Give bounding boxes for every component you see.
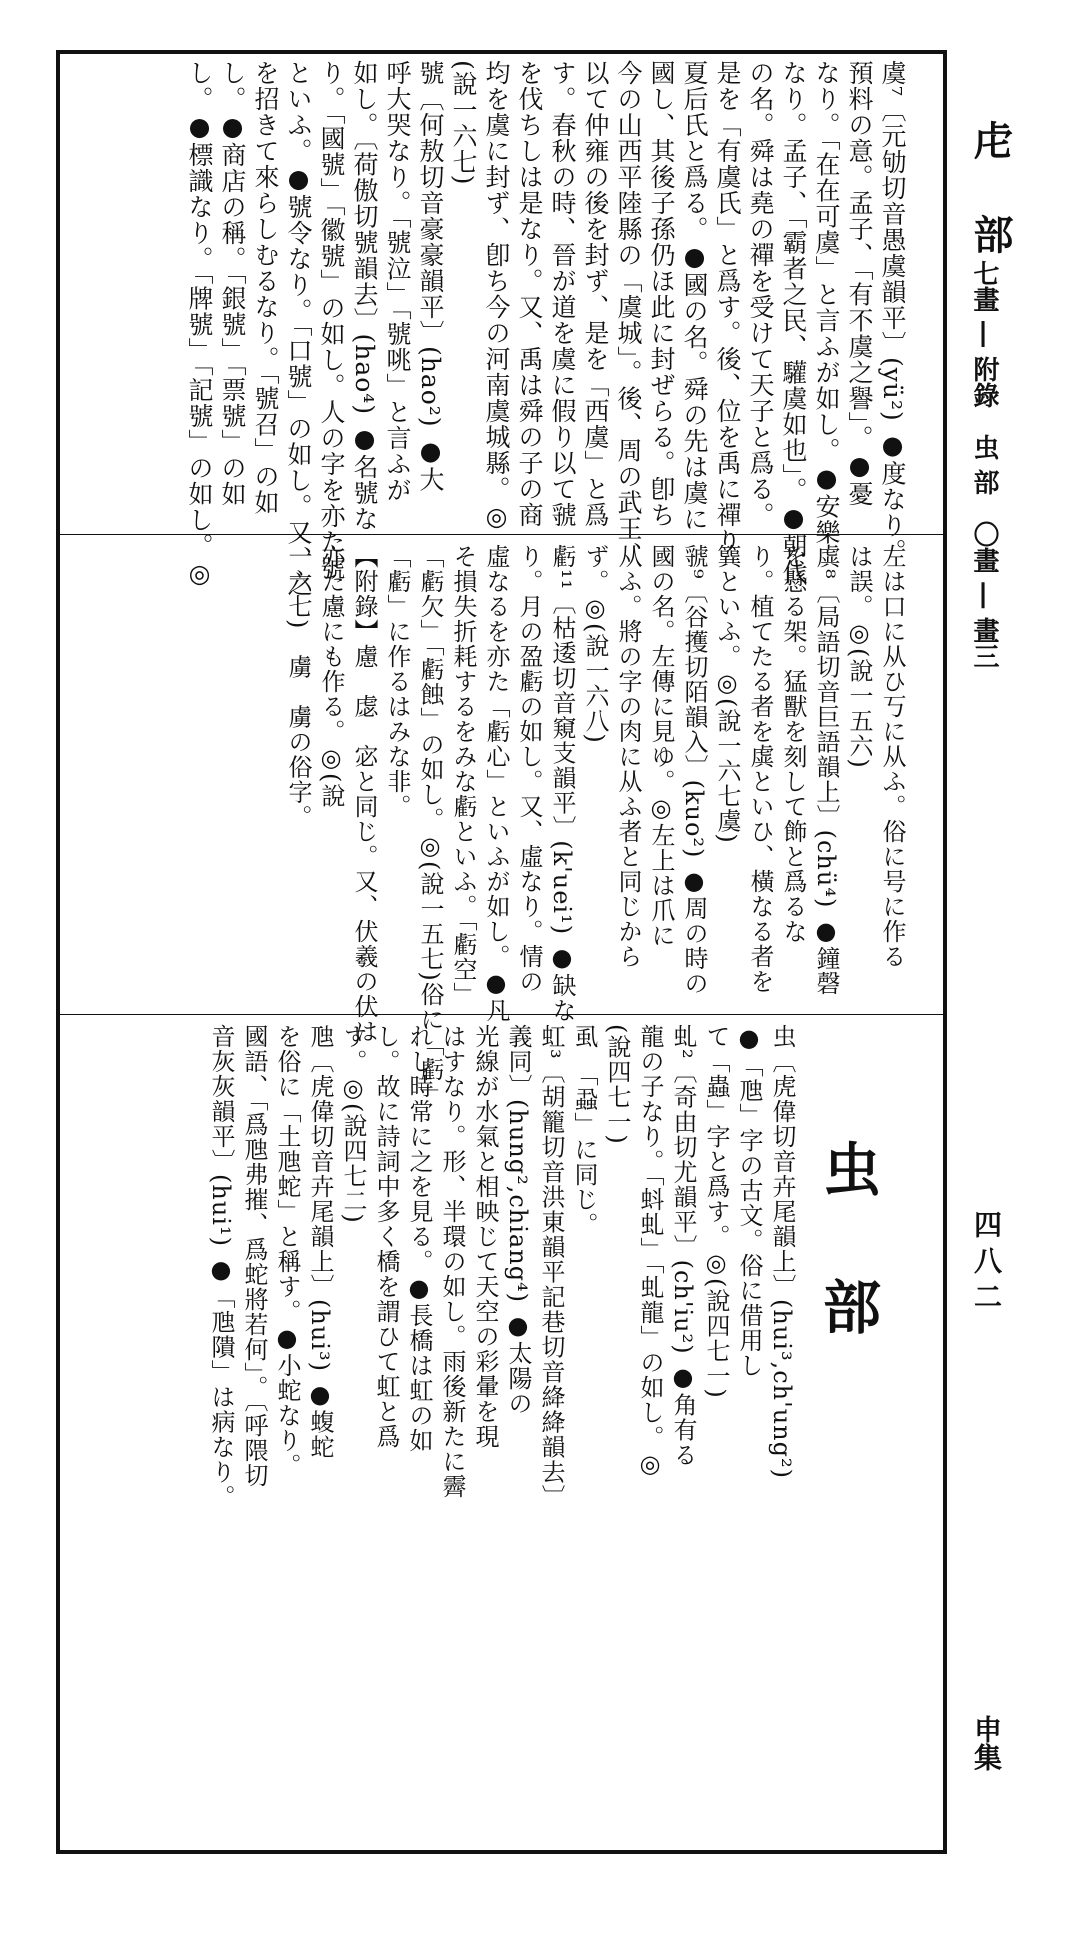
text-column: の名。舜は堯の禪を受けて天子と爲る。 <box>746 60 775 528</box>
text-column: といふ。●號令なり。「口號」の如し。又、之 <box>284 60 313 598</box>
text-column: 呼大哭なり。「號泣」「號咷」と言ふが <box>383 60 412 503</box>
text-column: 从ふ。將の字の肉に从ふ者と同じから <box>614 544 642 969</box>
radical-header: 虍 部 <box>967 120 1014 274</box>
text-column: 虹³〔胡籠切音洪東韻平記巷切音絳絳韻去〕 <box>537 1024 565 1510</box>
text-column: し。●標識なり。「牌號」「記號」の如し。◎ <box>185 60 214 589</box>
text-column: す。◎(說四七二) <box>339 1024 367 1224</box>
text-column: し。●商店の稱。「銀號」「票號」の如 <box>218 60 247 507</box>
text-column: は誤。◎(說一五六) <box>845 544 873 769</box>
text-column: そ損失折耗するをみな虧といふ。「虧空」 <box>449 544 477 1007</box>
text-column: 虧¹¹〔枯逶切音窺支韻平〕(k'uei¹) ●缺な <box>548 544 576 1023</box>
text-column: 今の山西平陸縣の「虞城」。後、周の武王、 <box>614 60 643 568</box>
text-column: 音灰灰韻平〕(hui¹) ●「虺隤」は病なり。 <box>207 1024 235 1510</box>
text-column: 國の名。左傳に見ゆ。◎左上は爪に <box>647 544 675 948</box>
text-block <box>60 54 943 1850</box>
text-column: 號〔何敖切音豪豪韻平〕(hao²) ●大 <box>416 60 445 493</box>
text-column: 「虧欠」「虧蝕」の如し。◎(說一五七)俗に「虧」 <box>416 544 444 1107</box>
text-column: 虬²〔奇由切尤韻平〕(ch'iu²) ●角有る <box>669 1024 697 1468</box>
text-column: 左は口に从ひ丂に从ふ。俗に号に作る <box>878 544 906 969</box>
text-column: す。春秋の時、晉が道を虞に假り以て虢 <box>548 60 577 528</box>
text-column: 虺〔虎偉切音卉尾韻上〕(hui³) ●蝮蛇 <box>306 1024 334 1460</box>
text-column: 夏后氏と爲る。●國の名。舜の先は虞に <box>680 60 709 532</box>
text-column: ず。◎(說一六八) <box>581 544 609 744</box>
text-column: はすなり。形、半環の如し。雨後新たに霽 <box>438 1024 466 1499</box>
text-column: 虡⁸〔局語切音巨語韻上〕(chü⁴) ●鐘磬 <box>812 544 840 996</box>
text-column: 「虧」に作るはみな非。 <box>383 544 411 819</box>
text-column: 虞⁷〔元劬切音愚虞韻平〕(yü²) ●度なり。 <box>878 60 907 565</box>
text-column: (說一六七) <box>449 60 478 186</box>
text-column: (說四七一) <box>603 1024 631 1145</box>
text-column: 光線が水氣と相映じて天空の彩暈を現 <box>471 1024 499 1449</box>
text-column: 如し。〔荷傲切號韻去〕(hao⁴) ●名號な <box>350 60 379 533</box>
text-column: を招きて來らしむるなり。「號召」の如 <box>251 60 280 516</box>
text-column: 是を「有虞氏」と爲す。後、位を禹に禪り <box>713 60 742 554</box>
text-column: 國語、「爲虺弗摧、爲蛇將若何」。〔呼隈切 <box>240 1024 268 1488</box>
text-column: 亦た慮にも作る。◎(說 <box>317 544 345 809</box>
text-column: 均を虞に封ず、卽ち今の河南虞城縣。◎ <box>482 60 511 532</box>
text-column: 虢⁹〔谷擭切陌韻入〕(kuo²) ●周の時の <box>680 544 708 997</box>
text-column: を俗に「土虺蛇」と稱す。●小蛇なり。 <box>273 1024 301 1478</box>
text-column: り。植てたる者を虡といひ、橫なる者を <box>746 544 774 994</box>
volume-label: 申集 <box>970 1715 1003 1771</box>
text-column: 【附錄】慮 虙 宓と同じ。又、伏羲の伏は <box>350 544 378 1044</box>
range-header: 七畫 ― 附錄 虫 部 〇畫 ― 畫三 <box>969 260 999 670</box>
text-column: り。月の盈虧の如し。又、虛なり。情の <box>515 544 543 994</box>
text-column: 龍の子なり。「蚪虬」「虬龍」の如し。◎ <box>636 1024 664 1479</box>
text-column: ●「虺」字の古文。俗に借用し <box>735 1024 763 1378</box>
text-column: 預料の意。孟子、「有不虞之譽」。●憂 <box>845 60 874 507</box>
text-column: 義同〕(hung²,chiang⁴) ●太陽の <box>504 1024 532 1416</box>
dictionary-page-frame <box>56 50 947 1854</box>
text-column: れし時常に之を見る。●長橋は虹の如 <box>405 1024 433 1453</box>
text-column: を伐ちしは是なり。又、禹は舜の子の商 <box>515 60 544 528</box>
text-column: り。「國號」「徽號」の如し。人の字を亦た號 <box>317 60 346 581</box>
text-column: て「蟲」字と爲す。◎(說四七一) <box>702 1024 730 1399</box>
text-column: 簨といふ。◎(說一六七虞) <box>713 544 741 844</box>
text-column: し。故に詩詞中多く橋を謂ひて虹と爲 <box>372 1024 400 1449</box>
text-column: 虫〔虎偉切音卉尾韻上〕(hui³,ch'ung²) <box>768 1024 796 1479</box>
text-column: 國し、其後子孫仍ほ此に封ぜらる。卽ち <box>647 60 676 528</box>
text-column: なり。「在在可虞」と言ふが如し。●安樂 <box>812 60 841 546</box>
text-column: 虱 「蝨」に同じ。 <box>570 1024 598 1237</box>
page-number: 四八二 <box>970 1210 1003 1318</box>
text-column: を懸る架。猛獸を刻して飾と爲るな <box>779 544 807 944</box>
text-column: 以て仲雍の後を封ず、是を「西虞」と爲 <box>581 60 610 528</box>
section-title-insect-radical: 虫 部 <box>813 1139 881 1366</box>
text-column: 虛なるを亦た「虧心」といふが如し。●凡 <box>482 544 510 1023</box>
text-column: なり。孟子、「霸者之民、驩虞如也」。●朝代 <box>779 60 808 585</box>
text-column: 一六七) 虜 虜の俗字。 <box>284 544 312 830</box>
